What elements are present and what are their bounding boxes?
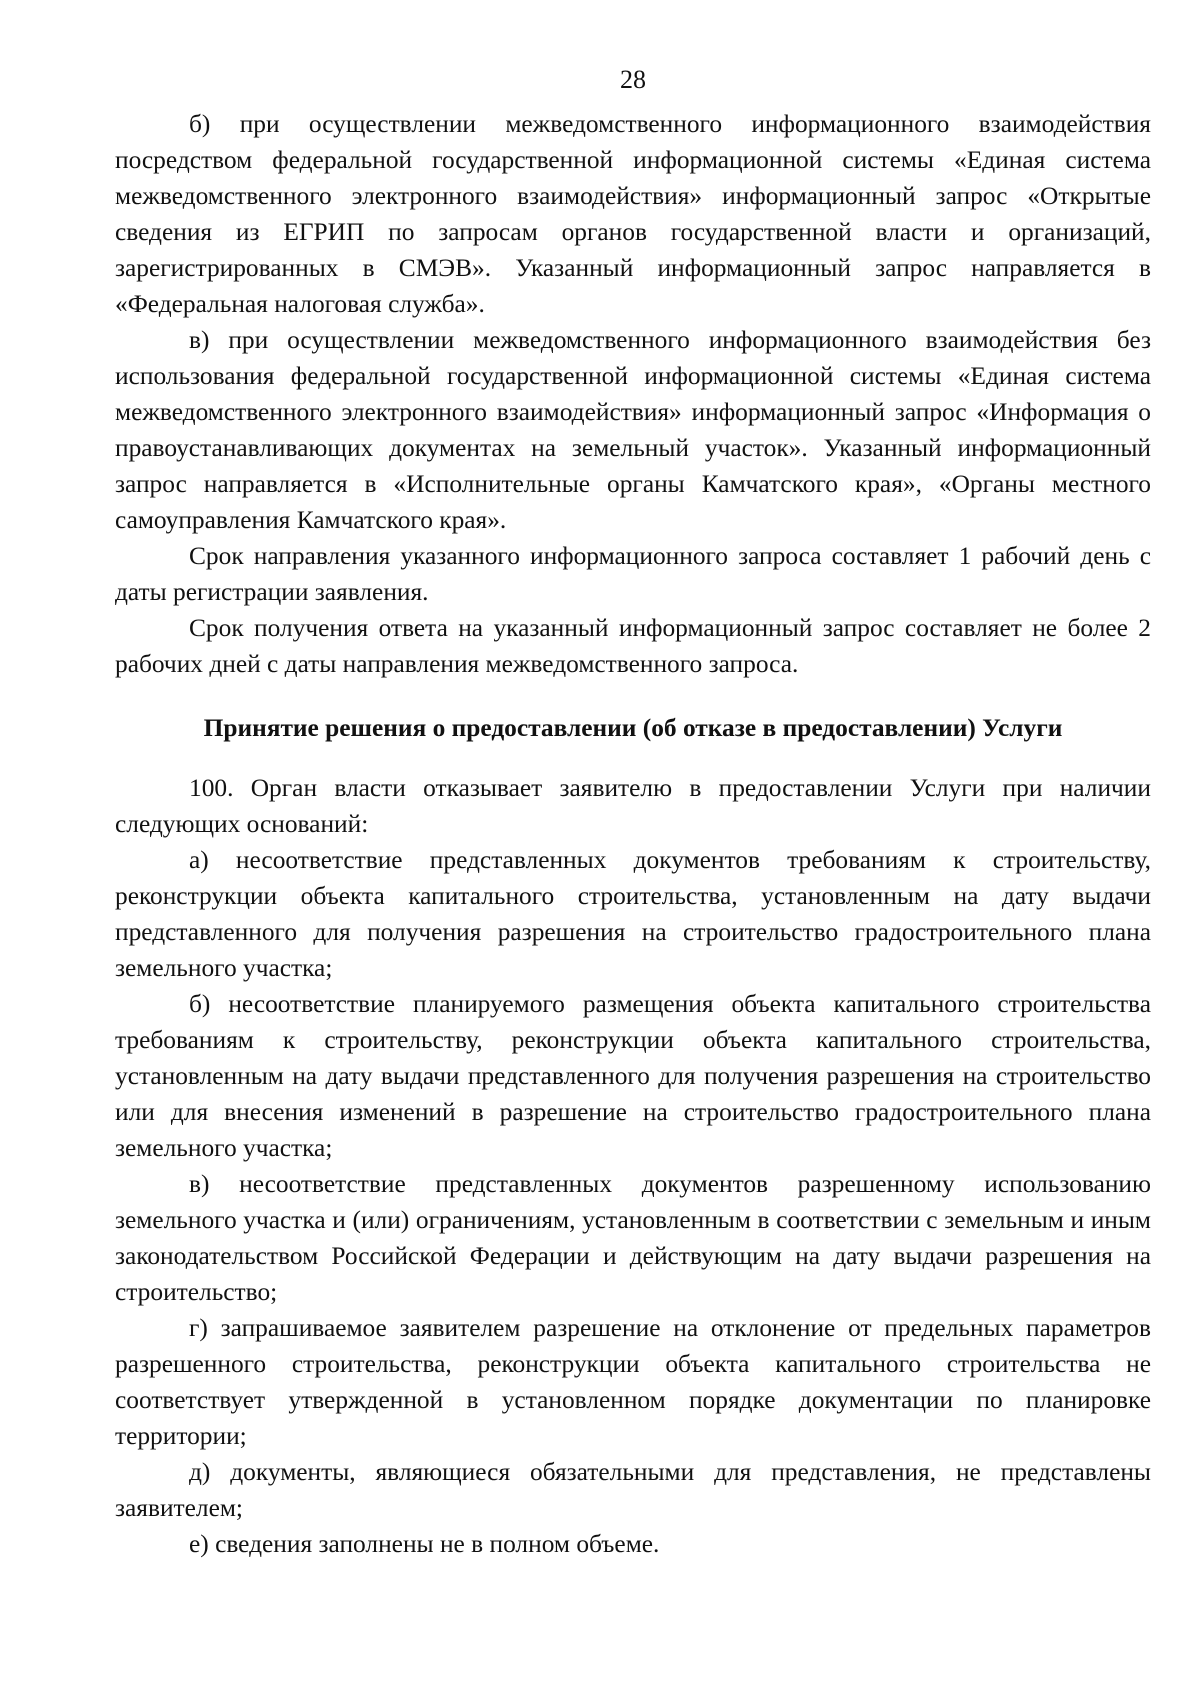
section-heading: Принятие решения о предоставлении (об отказе в предоставлении) Услуги bbox=[203, 714, 1063, 742]
paragraph-ground-g: г) запрашиваемое заявителем разрешение на отклонение от предельных параметров разрешенного строительства, реконструкции объекта капитального строительства не соответствует утвержденной в установленном порядке документации по планировке территории; bbox=[115, 1314, 1151, 1450]
paragraph-ground-d: д) документы, являющиеся обязательными для представления, не представлены заявителем; bbox=[115, 1458, 1151, 1522]
paragraph-b-smev: б) при осуществлении межведомственного информационного взаимодействия посредством федеральной государственной информационной системы «Единая система межведомственного электронного взаимодействия» информационный запрос «Открытые сведения из ЕГРИП по запросам органов государственной власти и организаций, зарегистрированных в СМЭВ». Указанный информационный запрос направляется в «Федеральная налоговая служба». bbox=[115, 110, 1151, 318]
paragraph-ground-v: в) несоответствие представленных документов разрешенному использованию земельного участка и (или) ограничениям, установленным в соответствии с земельным и иным законодательством Российской Федерации и действующим на дату выдачи разрешения на строительство; bbox=[115, 1170, 1151, 1306]
paragraph-ground-a: а) несоответствие представленных документов требованиям к строительству, реконструкции объекта капитального строительства, установленным на дату выдачи представленного для получения разрешения на строительство градостроительного плана земельного участка; bbox=[115, 846, 1151, 982]
paragraph-100-intro: 100. Орган власти отказывает заявителю в предоставлении Услуги при наличии следующих оснований: bbox=[115, 774, 1151, 838]
paragraph-ground-e: е) сведения заполнены не в полном объеме. bbox=[189, 1530, 660, 1558]
paragraph-ground-b: б) несоответствие планируемого размещения объекта капитального строительства требованиям к строительству, реконструкции объекта капитального строительства, установленным на дату выдачи представленного для получения разрешения на строительство или для внесения изменений в разрешение на строительство градостроительного плана земельного участка; bbox=[115, 990, 1151, 1162]
paragraph-response-deadline: Срок получения ответа на указанный информационный запрос составляет не более 2 рабочих дней с даты направления межведомственного запроса. bbox=[115, 614, 1151, 678]
paragraph-request-deadline: Срок направления указанного информационного запроса составляет 1 рабочий день с даты регистрации заявления. bbox=[115, 542, 1151, 606]
document-page bbox=[115, 62, 1151, 1562]
paragraph-v-no-smev: в) при осуществлении межведомственного информационного взаимодействия без использования федеральной государственной информационной системы «Единая система межведомственного электронного взаимодействия» информационный запрос «Информация о правоустанавливающих документах на земельный участок». Указанный информационный запрос направляется в «Исполнительные органы Камчатского края», «Органы местного самоуправления Камчатского края». bbox=[115, 326, 1151, 534]
page-number: 28 bbox=[620, 65, 646, 94]
